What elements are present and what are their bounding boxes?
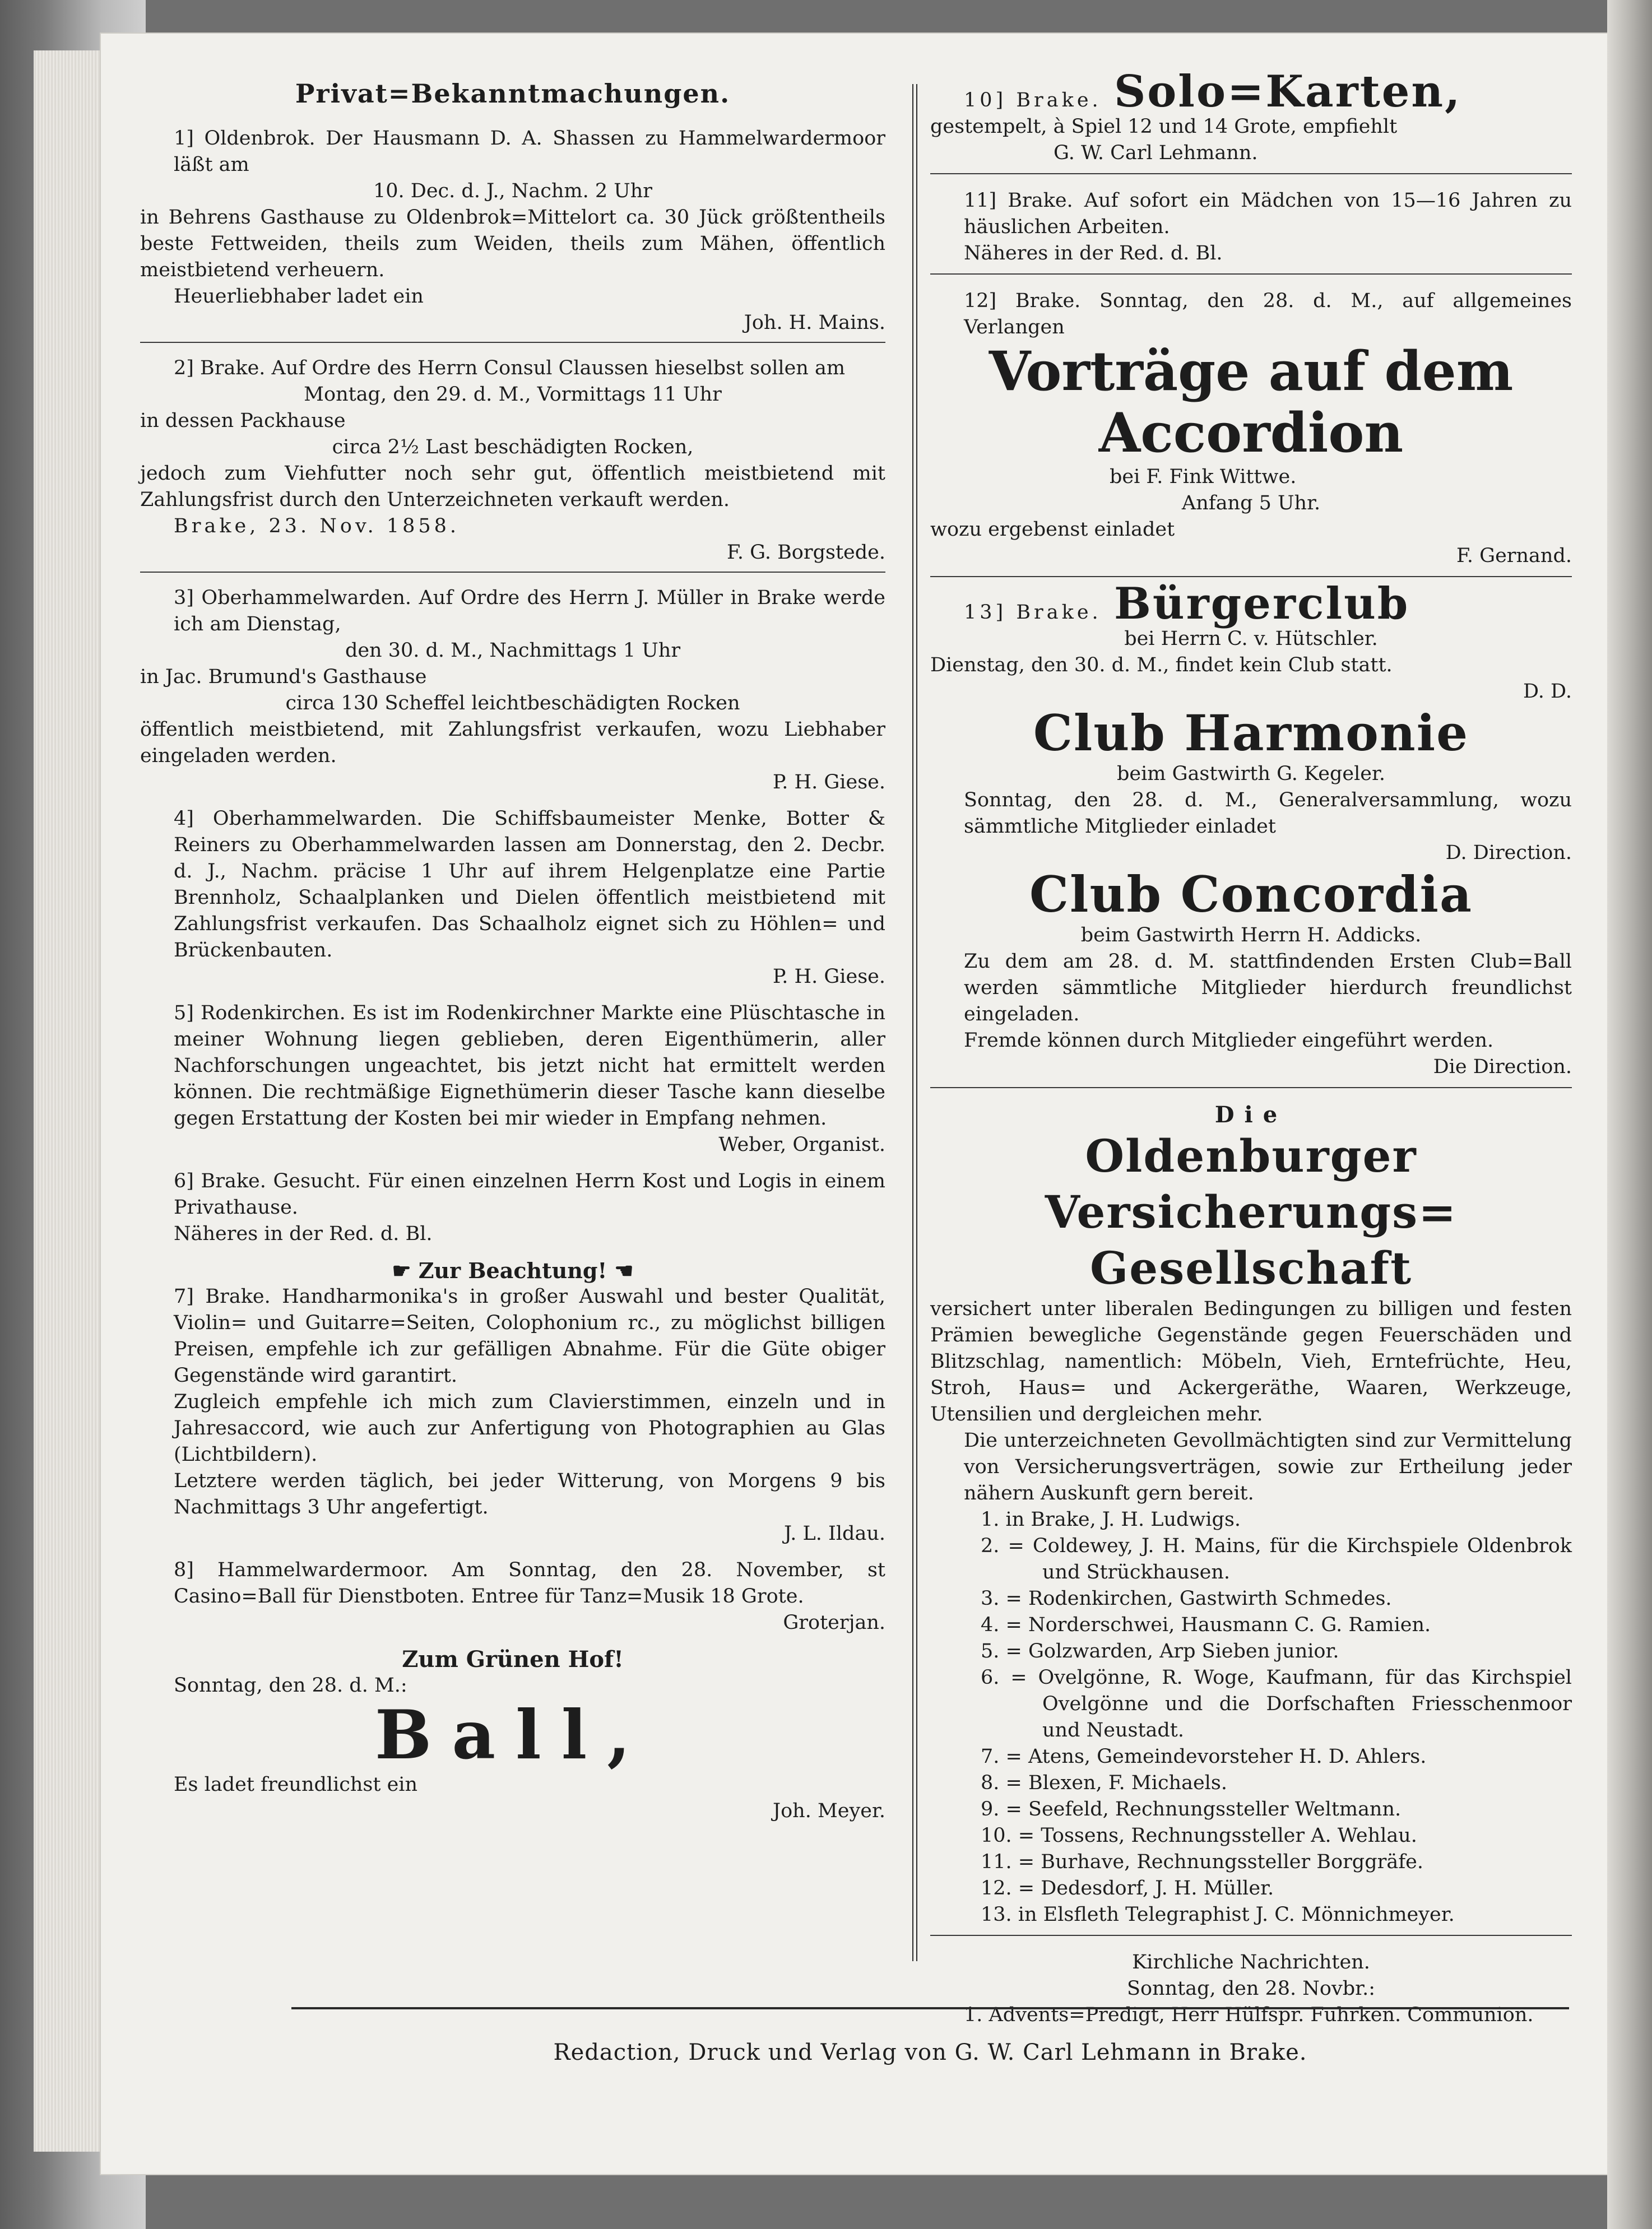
- ad-headline: Club Concordia: [1029, 865, 1473, 923]
- divider: [930, 1087, 1572, 1088]
- imprint: Redaction, Druck und Verlag von G. W. Carl Lehmann in Brake.: [553, 2040, 1307, 2065]
- list-item: 10. = Tossens, Rechnungssteller A. Wehlau.: [981, 1824, 1417, 1847]
- church-news-title: Kirchliche Nachrichten.: [1132, 1951, 1370, 1973]
- footer-rule: [291, 2007, 1569, 2009]
- ad-2: 2] Brake. Auf Ordre des Herrn Consul Claussen hieselbst sollen am Montag, den 29. d. M., Vormittags 11 Uhr in dessen Packhause circa 2½ Last beschädigten Rocken, jedoch zum Viehfutter noch sehr gut, öffentlich meistbietend mit Zahlungsfrist durch den Unterzeichneten verkauft werden. Brake, 23. Nov. 1858. F. G. Borgstede.: [140, 357, 885, 564]
- ad-7: ☛ Zur Beachtung! ☚ 7] Brake. Handharmonika's in großer Auswahl und bester Qualität, Violin= und Guitarre=Seiten, Colophonium rc., zu möglichst billigen Preisen, empfehle ich zur gefälligen Abnahme. Für die Güte obiger Gegenstände wird garantirt. Zugleich empfehle ich mich zum Clavierstimmen, einzeln und in Jahresaccord, wie auch zur Anfertigung von Photographien au Glas (Lichtbildern). Letztere werden täglich, bei jeder Witterung, von Morgens 9 bis Nachmittags 3 Uhr angefertigt. J. L. Ildau.: [140, 1257, 885, 1547]
- page-right-edge: [1607, 0, 1652, 2229]
- list-item: 11. = Burhave, Rechnungssteller Borggräfe.: [981, 1851, 1423, 1873]
- list-item: 7. = Atens, Gemeindevorsteher H. D. Ahlers.: [981, 1745, 1427, 1768]
- ad-13: 13] Brake. Bürgerclub bei Herrn C. v. Hütschler. Dienstag, den 30. d. M., findet kein Club statt. D. D.: [930, 578, 1572, 703]
- list-item: 6. = Ovelgönne, R. Woge, Kaufmann, für das Kirchspiel Ovelgönne und die Dorfschaften Friesschenmoor und Neustadt.: [981, 1666, 1572, 1742]
- list-item: 12. = Dedesdorf, J. H. Müller.: [981, 1877, 1274, 1900]
- ball-headline: Ball,: [374, 1696, 651, 1775]
- ad-10: 10] Brake. Solo=Karten, gestempelt, à Spiel 12 und 14 Grote, empfiehlt G. W. Carl Lehmann.: [930, 66, 1462, 164]
- section-title: Privat=Bekanntmachungen.: [295, 78, 731, 109]
- ad-headline: Vorträge auf dem Accordion: [989, 340, 1514, 465]
- divider: [140, 572, 885, 573]
- notice-heading: ☛ Zur Beachtung! ☚: [392, 1258, 634, 1283]
- ad-headline: Gesellschaft: [1089, 1242, 1413, 1294]
- list-item: 2. = Coldewey, J. H. Mains, für die Kirchspiele Oldenbrok und Strückhausen.: [981, 1535, 1572, 1583]
- list-item: 8. = Blexen, F. Michaels.: [981, 1772, 1227, 1794]
- list-item: 5. = Golzwarden, Arp Sieben junior.: [981, 1640, 1339, 1663]
- left-column: [140, 78, 885, 1824]
- ad-11: 11] Brake. Auf sofort ein Mädchen von 15—16 Jahren zu häuslichen Arbeiten. Näheres in der Red. d. Bl.: [964, 189, 1572, 264]
- column-rule: [912, 84, 917, 1961]
- ad-headline: Bürgerclub: [1113, 578, 1410, 629]
- ad-headline: Solo=Karten,: [1113, 66, 1462, 117]
- ad-headline: Oldenburger Versicherungs=: [1045, 1130, 1458, 1238]
- ad-12: 12] Brake. Sonntag, den 28. d. M., auf allgemeines Verlangen Vorträge auf dem Accordion bei F. Fink Wittwe. Anfang 5 Uhr. wozu ergebenst einladet F. Gernand.: [930, 290, 1572, 567]
- ad-8: 8] Hammelwardermoor. Am Sonntag, den 28. November, st Casino=Ball für Dienstboten. Entree für Tanz=Musik 18 Grote. Groterjan.: [174, 1559, 885, 1634]
- agent-list: [930, 1507, 1572, 1928]
- ad-headline: Club Harmonie: [1033, 704, 1469, 762]
- ad-9: Zum Grünen Hof! Sonntag, den 28. d. M.: Ball, Es ladet freundlichst ein Joh. Meyer.: [140, 1646, 885, 1824]
- list-item: 3. = Rodenkirchen, Gastwirth Schmedes.: [981, 1587, 1392, 1610]
- ad-5: 5] Rodenkirchen. Es ist im Rodenkirchner Markte eine Plüschtasche in meiner Wohnung liegen geblieben, deren Eigenthümerin, aller Nachforschungen ungeachtet, bis jetzt nicht hat ermittelt werden können. Die rechtmäßige Eignethümerin dieser Tasche kann dieselbe gegen Erstattung der Kosten bei mir wieder in Empfang nehmen. Weber, Organist.: [174, 1002, 885, 1156]
- ad-3: 3] Oberhammelwarden. Auf Ordre des Herrn J. Müller in Brake werde ich am Dienstag, den 30. d. M., Nachmittags 1 Uhr in Jac. Brumund's Gasthause circa 130 Scheffel leichtbeschädigten Rocken öffentlich meistbietend, mit Zahlungsfrist verkaufen, wozu Liebhaber eingeladen werden. P. H. Giese.: [140, 587, 885, 793]
- ad-1: 1] Oldenbrok. Der Hausmann D. A. Shassen zu Hammelwardermoor läßt am 10. Dec. d. J., Nachm. 2 Uhr in Behrens Gasthause zu Oldenbrok=Mittelort ca. 30 Jück größtentheils beste Fettweiden, theils zum Weiden, theils zum Mähen, öffentlich meistbietend verheuern. Heuerliebhaber ladet ein Joh. H. Mains.: [140, 127, 885, 334]
- divider: [930, 273, 1572, 275]
- divider: [930, 1935, 1572, 1936]
- divider: [140, 342, 885, 343]
- divider: [930, 576, 1572, 577]
- church-news: Kirchliche Nachrichten. Sonntag, den 28. Novbr.: 1. Advents=Predigt, Herr Hülfspr. Fuhrken. Communion.: [930, 1949, 1572, 2028]
- ad-club-concordia: Club Concordia beim Gastwirth Herrn H. Addicks. Zu dem am 28. d. M. stattfindenden Ersten Club=Ball werden sämmtliche Mitglieder hierdurch freundlichst eingeladen. Fremde können durch Mitglieder eingeführt werden. Die Direction.: [930, 866, 1572, 1080]
- right-column: [930, 66, 1572, 2028]
- ad-versicherung: Die Oldenburger Versicherungs= Gesellschaft versichert unter liberalen Bedingungen zu billigen und festen Prämien bewegliche Gegenstände gegen Feuerschäden und Blitzschlag, namentlich: Möbeln, Vieh, Erntefrüchte, Heu, Stroh, Haus= und Ackergeräthe, Waaren, Werkzeuge, Utensilien und dergleichen mehr. Die unterzeichneten Gevollmächtigten sind zur Vermittelung von Versicherungsverträgen, sowie zur Ertheilung jeder nähern Auskunft gern bereit. 1. in Brake, J. H. Ludwigs. 2. = Coldewey, J. H. Mains, für die Kirchspiele Oldenbrok und Strückhausen. 3. = Rodenkirchen, Gastwirth Schmedes. 4. = Norderschwei, Hausmann C. G. Ramien. 5. = Golzwarden, Arp Sieben junior. 6. = Ovelgönne, R. Woge, Kaufmann, für das Kirchspiel Ovelgönne und die Dorfschaften Friesschenmoor und Neustadt. 7. = Atens, Gemeindevorsteher H. D. Ahlers. 8. = Blexen, F. Michaels. 9. = Seefeld, Rechnungssteller Weltmann. 10. = Tossens, Rechnungssteller A. Wehlau. 11. = Burhave, Rechnungssteller Borggräfe. 12. = Dedesdorf, J. H. Müller. 13. in Elsfleth Telegraphist J. C. Mönnichmeyer.: [930, 1102, 1572, 1928]
- list-item: 9. = Seefeld, Rechnungssteller Weltmann.: [981, 1798, 1402, 1821]
- list-item: 4. = Norderschwei, Hausmann C. G. Ramien.: [981, 1614, 1431, 1636]
- divider: [930, 173, 1572, 174]
- list-item: 13. in Elsfleth Telegraphist J. C. Mönnichmeyer.: [981, 1903, 1455, 1926]
- ad-heading: Zum Grünen Hof!: [402, 1646, 624, 1673]
- ad-club-harmonie: Club Harmonie beim Gastwirth G. Kegeler. Sonntag, den 28. d. M., Generalversammlung, wozu sämmtliche Mitglieder einladet D. Direction.: [930, 705, 1572, 866]
- list-item: 1. in Brake, J. H. Ludwigs.: [981, 1508, 1241, 1531]
- ad-6: 6] Brake. Gesucht. Für einen einzelnen Herrn Kost und Logis in einem Privathause. Näheres in der Red. d. Bl.: [174, 1170, 885, 1245]
- ad-4: 4] Oberhammelwarden. Die Schiffsbaumeister Menke, Botter & Reiners zu Oberhammelwarden lassen am Donnerstag, den 2. Decbr. d. J., Nachm. präcise 1 Uhr auf ihrem Helgenplatze eine Partie Brennholz, Schaalplanken und Dielen öffentlich meistbietend mit Zahlungsfrist verkaufen. Das Schaalholz eignet sich zu Höhlen= und Brückenbauten. P. H. Giese.: [174, 807, 885, 988]
